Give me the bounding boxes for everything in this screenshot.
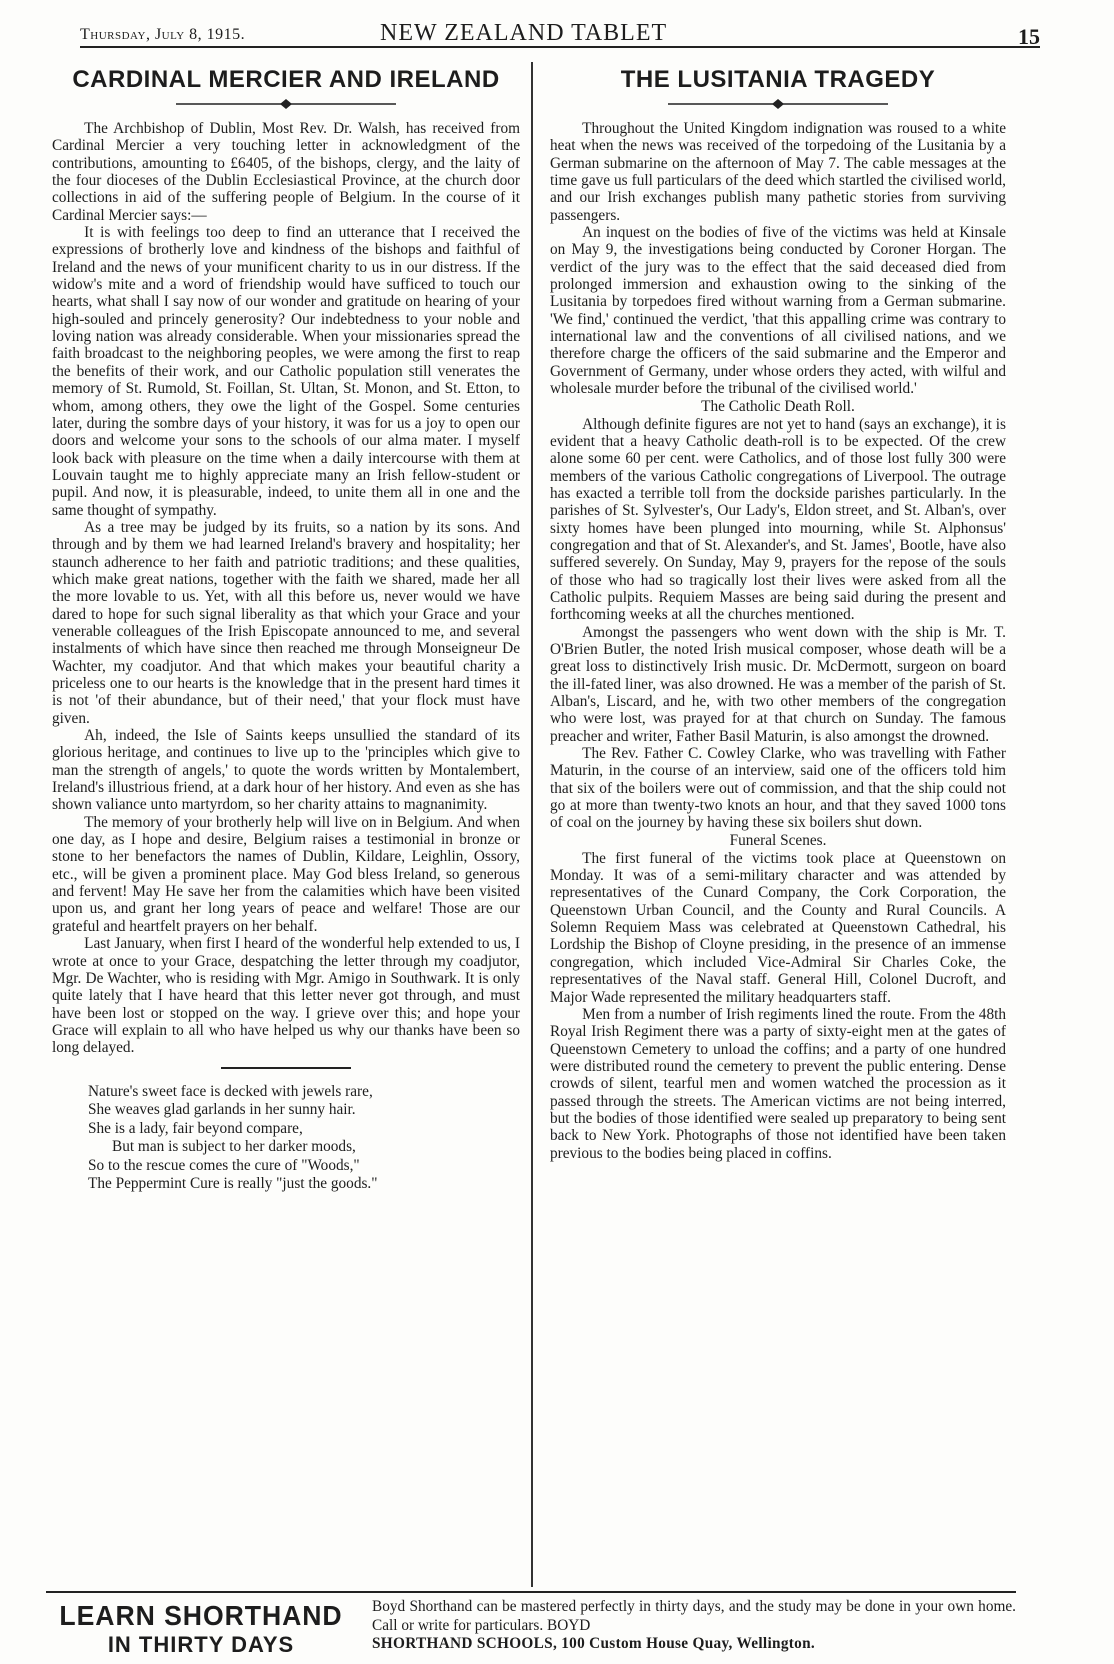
verse-line: She is a lady, fair beyond compare, [88,1119,303,1137]
page-header [80,20,1040,49]
advert-address: SHORTHAND SCHOOLS, 100 Custom House Quay, Wellington. [372,1635,816,1652]
paragraph: Amongst the passengers who went down with the ship is Mr. T. O'Brien Butler, the noted Irish musical composer, whose death will be a great loss to distinctively Irish music. Dr. McDermott, surgeon on board the ill-fated liner, was also drowned. He was a member of the parish of St. Alban's, Liscard, and he, with two other members of the congregation who were lost, was prayed for at that church on Sunday. The famous preacher and writer, Father Basil Maturin, is also amongst the drowned. [550,623,1006,745]
paragraph: Men from a number of Irish regiments lined the route. From the 48th Royal Irish Regiment there was a party of sixty-eight men at the gates of Queenstown Cemetery to unload the coffins; and a party of one hundred were distributed round the cemetery to prevent the public entering. Dense crowds of silent, tearful men and women watched the procession as it passed through the streets. The American victims are not being interred, but the bodies of those identified were sealed up preparatory to being sent back to New York. Photographs of those not identified have been taken previous to the bodies being placed in coffins. [550,1005,1006,1162]
advert-rule [46,1591,1016,1593]
left-column [52,62,520,1194]
shorthand-advert [46,1598,1016,1658]
title-ornament [176,98,396,110]
paragraph: The first funeral of the victims took place at Queenstown on Monday. It was of a semi-military character and was attended by representatives of the Cunard Company, the Cork Corporation, the Queenstown Urban Council, and the County and Rural Councils. A Solemn Requiem Mass was celebrated at Queenstown Cathedral, his Lordship the Bishop of Cloyne presiding, in the presence of an immense congregation, which included Vice-Admiral Sir Charles Coke, the representatives of the Naval staff. General Hill, Colonel Ducroft, and Major Wade represented the military headquarters staff. [550,849,1006,1006]
advert-heading [46,1600,356,1658]
paragraph: An inquest on the bodies of five of the victims was held at Kinsale on May 9, the investigations being conducted by Coroner Horgan. The verdict of the jury was to the effect that the said deceased died from prolonged immersion and exhaustion owing to the sinking of the Lusitania by torpedoes fired without warning from a German submarine. 'We find,' continued the verdict, 'that this appalling crime was contrary to international law and the conventions of all civilised nations, and we therefore charge the officers of the said submarine and the Emperor and Government of Germany, under whose orders they acted, with wilful and wholesale murder before the tribunal of the civilised world.' [550,224,1006,398]
article-title-lusitania: THE LUSITANIA TRAGEDY [620,66,936,93]
subheading-death-roll: The Catholic Death Roll. [701,397,855,415]
advert-headline: LEARN SHORTHAND [59,1600,343,1631]
advert-text: Boyd Shorthand can be mastered perfectly in thirty days, and the study may be done in your own home. Call or write for particulars. BOYD [372,1598,1016,1634]
title-ornament [668,98,888,110]
verse-line: Nature's sweet face is decked with jewels rare, [88,1082,373,1100]
header-rule [80,46,1040,48]
mercier-article-body [52,120,520,1057]
page-number: 15 [1018,24,1040,49]
paragraph: The Archbishop of Dublin, Most Rev. Dr. Walsh, has received from Cardinal Mercier a very touching letter in acknowledgment of the contributions, amounting to £6405, of the bishops, clergy, and the laity of the four dioceses of the Dublin Ecclesiastical Province, at the church door collections in aid of the suffering people of Belgium. In the course of it Cardinal Mercier says:— [52,120,520,224]
paragraph: Ah, indeed, the Isle of Saints keeps unsullied the standard of its glorious heritage, and continues to live up to the 'principles which give to man the strength of angels,' to quote the words written by Montalembert, Ireland's illustrious friend, at a dark hour of her history. And even as she has shown valiance unto martyrdom, so her charity attains to magnanimity. [52,727,520,814]
advert-body [372,1598,1016,1654]
paragraph: Last January, when first I heard of the wonderful help extended to us, I wrote at once to your Grace, despatching the letter through my coadjutor, Mgr. De Wachter, who is residing with Mgr. Amigo in Southwark. It is only quite lately that I have heard that this letter never got through, and must have been lost or stopped on the way. I grieve over this; and hope your Grace will explain to all who have helped us why our thanks have been so long delayed. [52,935,520,1057]
verse-line: The Peppermint Cure is really "just the goods." [88,1175,378,1193]
issue-date: Thursday, July 8, 1915. [80,26,246,43]
paragraph: Throughout the United Kingdom indignation was roused to a white heat when the news was received of the torpedoing of the Lusitania by a German submarine on the afternoon of May 7. The cable messages at the time gave us full particulars of the deed which startled the civilised world, and our Irish exchanges publish many pathetic stories from surviving passengers. [550,120,1006,224]
right-column [550,62,1006,1162]
verse-line: She weaves glad garlands in her sunny hair. [88,1101,356,1119]
verse-line: So to the rescue comes the cure of "Woods," [88,1156,360,1174]
masthead: NEW ZEALAND TABLET [380,20,668,46]
paragraph: The memory of your brotherly help will live on in Belgium. And when one day, as I hope and desire, Belgium raises a testimonial in bronze or stone to her benefactors the names of Dublin, Kildare, Leighlin, Ossory, etc., will be given a prominent place. May God bless Ireland, so generous and fervent! May He save her from the calamities which have been visited upon us, and grant her long years of peace and welfare! Those are our grateful and heartfelt prayers on her behalf. [52,813,520,935]
paragraph: Although definite figures are not yet to hand (says an exchange), it is evident that a heavy Catholic death-roll is to be expected. Of the crew alone some 60 per cent. were Catholics, and of those lost fully 300 were members of the various Catholic congregations of Liverpool. The outrage has exacted a terrible toll from the dockside parishes particularly. In the parishes of St. Sylvester's, Our Lady's, Eldon street, and St. Alban's, over sixty homes have been plunged into mourning, while St. Alphonsus' congregation and that of St. Alexander's, and St. James', Bootle, have also suffered severely. On Sunday, May 9, prayers for the repose of the souls of those who had so tragically lost their lives were asked from all the Catholic pulpits. Requiem Masses are being said during the present and forthcoming weeks at all the churches mentioned. [550,415,1006,624]
column-divider [531,62,533,1587]
peppermint-cure-verse [52,1083,520,1194]
paragraph: It is with feelings too deep to find an utterance that I received the expressions of brotherly love and kindness of the bishops and faithful of Ireland and the news of your munificent charity to us in our distress. If the widow's mite and a word of friendship would have sufficed to touch our hearts, what shall I say now of our wonder and gratitude on hearing of your high-souled and princely generosity? Our indebtedness to your noble and loving nation was already considerable. When your missionaries spread the faith broadcast to the neighboring peoples, we were among the first to reap the benefits of their work, and our Catholic population still venerates the memory of St. Rumold, St. Foillan, St. Ultan, St. Monon, and St. Etton, to whom, among others, they owe the light of the Gospel. Some centuries later, during the sombre days of your history, it was for us a joy to open our doors and welcome your sons to the schools of our alma mater. I myself look back with pleasure on the time when a daily intercourse with them at Louvain taught me to highly appreciate many an Irish fellow-student or pupil. And now, it is pleasurable, indeed, to unite them all in one and the same thought of sympathy. [52,224,520,519]
section-rule [221,1067,351,1069]
lusitania-article-body [550,120,1006,1162]
paragraph: The Rev. Father C. Cowley Clarke, who was travelling with Father Maturin, in the course of an interview, said one of the officers told him that six of the boilers were out of commission, and that the ship could not go at more than twenty-two knots an hour, and that they saved 1000 tons of coal on the journey by having these six boilers shut down. [550,745,1006,832]
verse-line: But man is subject to her darker moods, [112,1138,356,1156]
advert-subheadline: IN THIRTY DAYS [107,1632,295,1657]
subheading-funeral-scenes: Funeral Scenes. [729,831,827,849]
paragraph: As a tree may be judged by its fruits, so a nation by its sons. And through and by them we had learned Ireland's bravery and hospitality; her staunch adherence to her faith and patriotic traditions; and these qualities, which make great nations, together with the faith we shared, made her all the more lovable to us. Yet, with all this before us, never would we have dared to hope for such signal liberality as that which your Grace and your venerable colleagues of the Irish Episcopate announced to me, and several instalments of which have since then reached me through Monseigneur De Wachter, my coadjutor. And that which makes your beautiful charity a priceless one to our hearts is the knowledge that in the present hard times it is not 'of their abundance, but of their need,' that your flock must have given. [52,518,520,727]
article-title-mercier: CARDINAL MERCIER AND IRELAND [72,66,500,93]
